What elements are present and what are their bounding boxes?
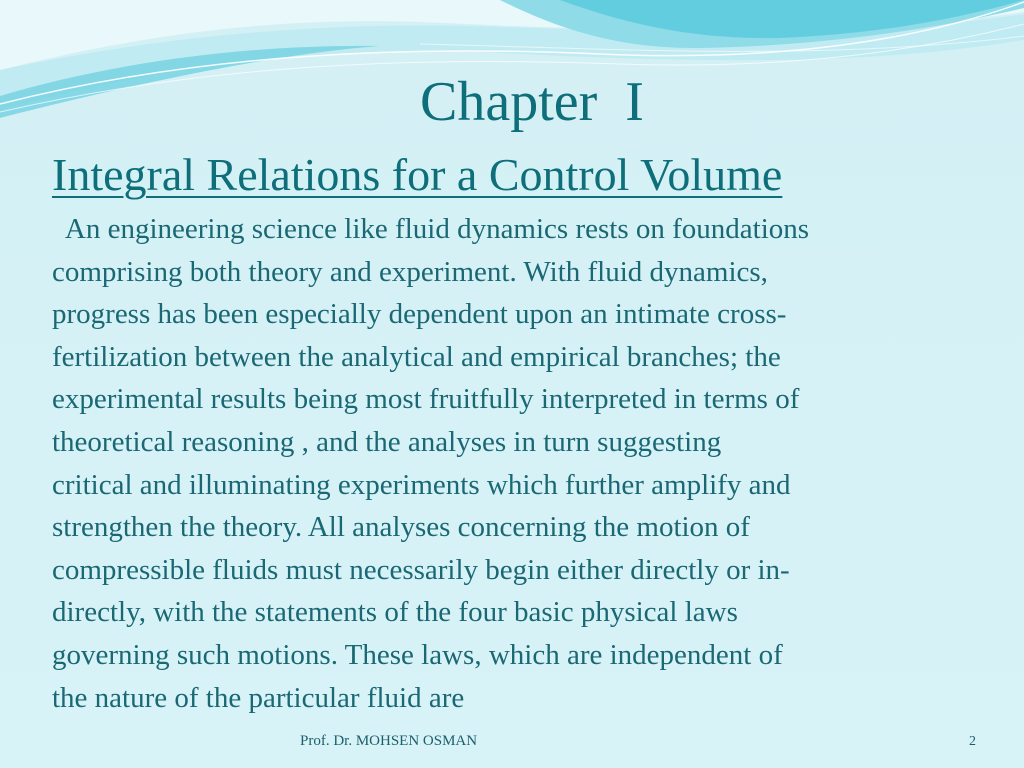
body-line: compressible fluids must necessarily begin either directly or in- xyxy=(52,553,790,586)
body-line: experimental results being most fruitfully interpreted in terms of xyxy=(52,383,800,416)
page-number: 2 xyxy=(969,734,976,749)
chapter-title: Chapter I xyxy=(420,71,644,133)
body-line: progress has been especially dependent upon an intimate cross- xyxy=(52,298,787,331)
body-line: the nature of the particular fluid are xyxy=(52,681,465,714)
slide-subtitle: Integral Relations for a Control Volume xyxy=(52,149,783,200)
body-line: theoretical reasoning , and the analyses in turn suggesting xyxy=(52,425,722,458)
body-line: critical and illuminating experiments which further amplify and xyxy=(52,468,791,501)
body-paragraph xyxy=(52,208,992,719)
footer-author: Prof. Dr. MOHSEN OSMAN xyxy=(300,733,478,749)
body-line: strengthen the theory. All analyses concerning the motion of xyxy=(52,511,750,544)
body-line: comprising both theory and experiment. With fluid dynamics, xyxy=(52,255,768,288)
body-line: fertilization between the analytical and empirical branches; the xyxy=(52,340,781,373)
body-line: directly, with the statements of the four basic physical laws xyxy=(52,596,738,629)
body-line: An engineering science like fluid dynamics rests on foundations xyxy=(52,213,810,245)
body-line: governing such motions. These laws, which are independent of xyxy=(52,638,783,671)
